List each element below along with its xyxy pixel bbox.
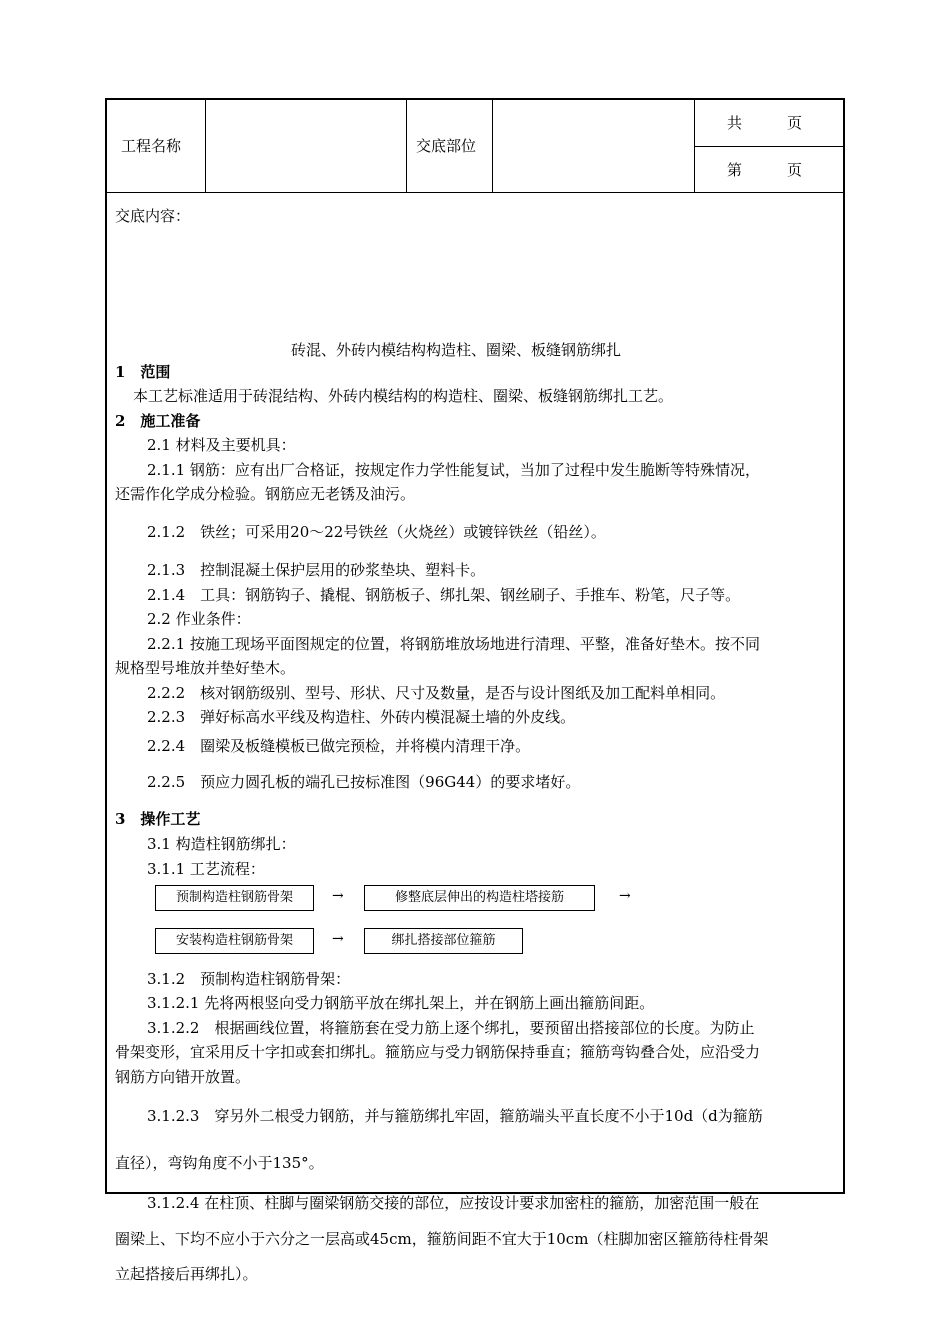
form-header (107, 100, 843, 193)
flow-step-trim-bars: 修整底层伸出的构造柱塔接筋 (364, 885, 595, 911)
section-heading: 1 范围 (115, 363, 171, 381)
arrow-icon: → (619, 888, 631, 904)
paragraph-line: 3.1.2.4 在柱顶、柱脚与圈梁钢筋交接的部位，应按设计要求加密柱的箍筋，加密范围一般在 (147, 1194, 760, 1212)
divider (694, 146, 843, 147)
paragraph-line: 2.2.3 弹好标高水平线及构造柱、外砖内模混凝土墙的外皮线。 (147, 708, 576, 726)
paragraph-line: 骨架变形，宜采用反十字扣或套扣绑扎。箍筋应与受力钢筋保持垂直；箍筋弯钩叠合处，应沿受力 (115, 1043, 761, 1061)
paragraph-line: 3.1.2.1 先将两根竖向受力钢筋平放在绑扎架上，并在钢筋上画出箍筋间距。 (147, 994, 655, 1012)
total-pages: 共 页 (727, 114, 803, 132)
disclosure-form (105, 98, 845, 1283)
document-title: 砖混、外砖内模结构构造柱、圈梁、板缝钢筋绑扎 (291, 341, 622, 359)
paragraph-line: 3.1.1 工艺流程： (147, 860, 265, 878)
paragraph-line: 圈梁上、下均不应小于六分之一层高或45cm，箍筋间距不宜大于10cm（柱脚加密区箍筋待柱骨架 (115, 1230, 769, 1248)
paragraph-line: 规格型号堆放并垫好垫木。 (115, 659, 296, 677)
paragraph-line: 本工艺标准适用于砖混结构、外砖内模结构的构造柱、圈梁、板缝钢筋绑扎工艺。 (133, 387, 674, 405)
paragraph-line: 2.2.1 按施工现场平面图规定的位置，将钢筋堆放场地进行清理、平整，准备好垫木。按不同 (147, 635, 760, 653)
paragraph-line: 2.2.2 核对钢筋级别、型号、形状、尺寸及数量，是否与设计图纸及加工配料单相同。 (147, 684, 726, 702)
paragraph-line: 2.1.3 控制混凝土保护层用的砂浆垫块、塑料卡。 (147, 561, 486, 579)
flow-step-install: 安装构造柱钢筋骨架 (155, 928, 314, 954)
paragraph-line: 钢筋方向错开放置。 (115, 1068, 251, 1086)
section-heading: 2 施工准备 (115, 412, 201, 430)
project-name-label: 工程名称 (121, 137, 182, 155)
paragraph-line: 3.1 构造柱钢筋绑扎： (147, 835, 296, 853)
paragraph-line: 立起搭接后再绑扎）。 (115, 1265, 258, 1283)
arrow-icon: → (332, 888, 344, 904)
arrow-icon: → (332, 931, 344, 947)
paragraph-line: 还需作化学成分检验。钢筋应无老锈及油污。 (115, 485, 416, 503)
divider (205, 100, 206, 192)
paragraph-line: 2.1.2 铁丝；可采用20～22号铁丝（火烧丝）或镀锌铁丝（铅丝）。 (147, 523, 606, 541)
paragraph-line: 直径），弯钩角度不小于135°。 (115, 1154, 324, 1172)
paragraph-line: 2.1.1 钢筋：应有出厂合格证，按规定作力学性能复试，当加了过程中发生脆断等特殊情况， (147, 461, 760, 479)
paragraph-line: 3.1.2.2 根据画线位置，将箍筋套在受力筋上逐个绑扎，要预留出搭接部位的长度。为防止 (147, 1019, 755, 1037)
flow-step-tie-stirrups: 绑扎搭接部位箍筋 (364, 928, 523, 954)
divider (492, 100, 493, 192)
location-label: 交底部位 (416, 137, 477, 155)
page-number: 第 页 (727, 161, 803, 179)
section-heading: 3 操作工艺 (115, 810, 201, 828)
paragraph-line: 3.1.2.3 穿另外二根受力钢筋，并与箍筋绑扎牢固，箍筋端头平直长度不小于10d（d为箍筋 (147, 1107, 763, 1125)
paragraph-line: 2.1.4 工具：钢筋钩子、撬棍、钢筋板子、绑扎架、钢丝刷子、手推车、粉笔，尺子等。 (147, 586, 741, 604)
flow-step-prefabricate: 预制构造柱钢筋骨架 (155, 885, 314, 911)
divider (406, 100, 407, 192)
content-heading: 交底内容： (115, 207, 191, 225)
paragraph-line: 3.1.2 预制构造柱钢筋骨架： (147, 970, 351, 988)
paragraph-line: 2.2.4 圈梁及板缝模板已做完预检，并将模内清理干净。 (147, 737, 531, 755)
paragraph-line: 2.2 作业条件： (147, 610, 251, 628)
paragraph-line: 2.2.5 预应力圆孔板的端孔已按标准图（96G44）的要求堵好。 (147, 773, 581, 791)
paragraph-line: 2.1 材料及主要机具： (147, 436, 296, 454)
